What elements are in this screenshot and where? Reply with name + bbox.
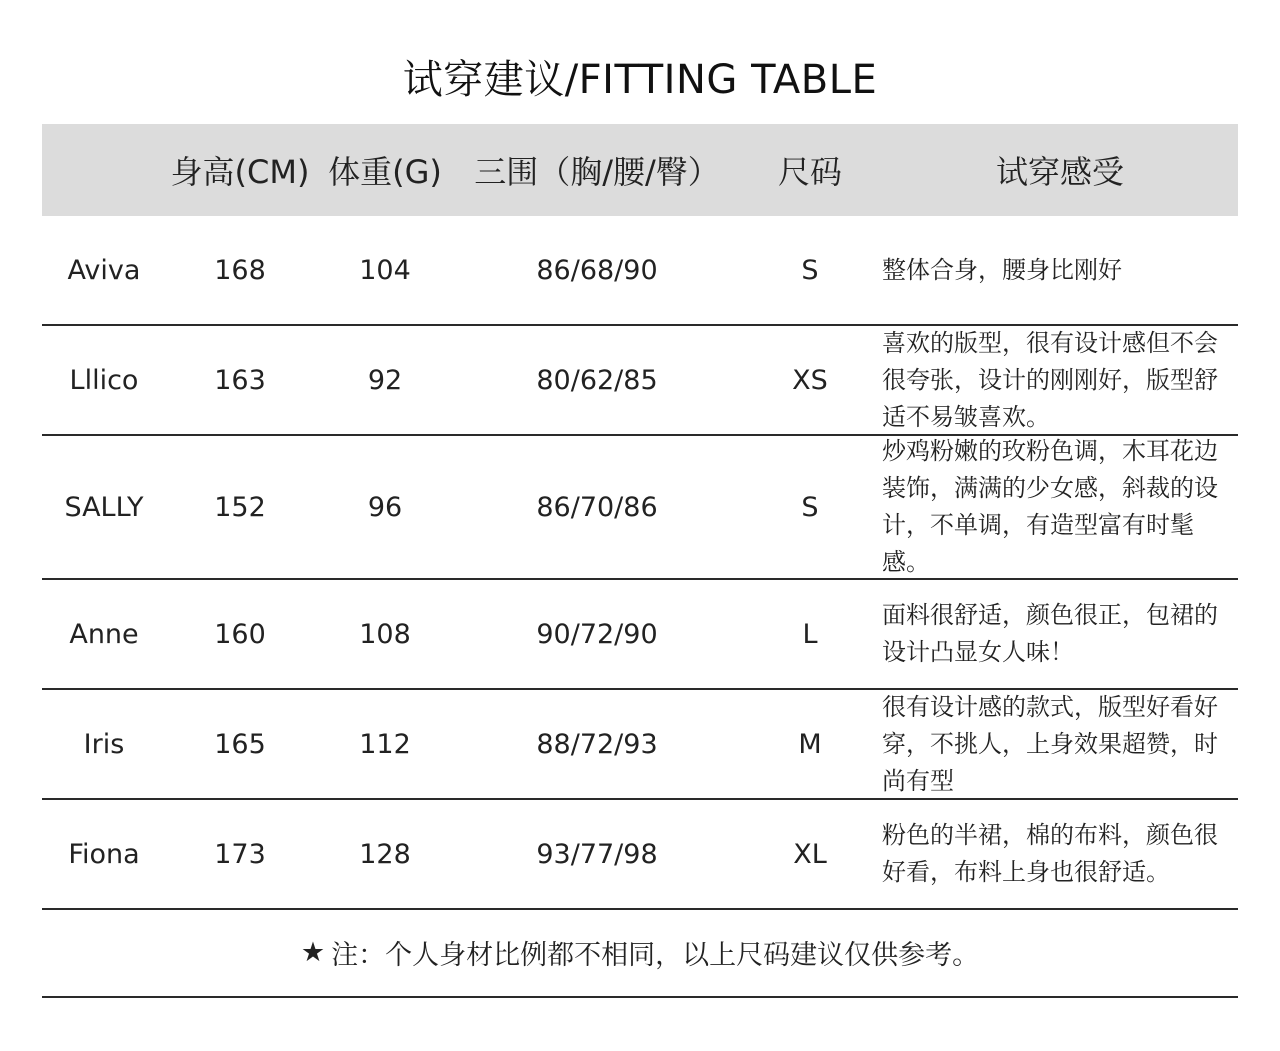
table-row (42, 436, 1238, 580)
fitting-table (42, 124, 1238, 910)
cell-weight: 104 (359, 254, 411, 286)
feeling-text: 炒鸡粉嫩的玫粉色调，木耳花边装饰，满满的少女感，斜裁的设计，不单调，有造型富有时髦感。 (882, 437, 1218, 576)
table-row (42, 690, 1238, 800)
cell-height: 165 (214, 728, 266, 760)
cell-measurements: 86/70/86 (536, 491, 658, 523)
cell-weight: 128 (359, 838, 411, 870)
header-size: 尺码 (777, 153, 842, 191)
cell-feeling (882, 252, 1238, 289)
page-title: 试穿建议/FITTING TABLE (402, 57, 878, 103)
header-measurements: 三围（胸/腰/臀） (474, 153, 720, 191)
cell-feeling (882, 689, 1238, 800)
cell-weight: 108 (359, 618, 411, 650)
star-icon: ★ (300, 936, 326, 968)
footer-note (42, 908, 1238, 998)
feeling-text: 很有设计感的款式，版型好看好穿，不挑人，上身效果超赞，时尚有型 (882, 692, 1218, 795)
table-row (42, 800, 1238, 910)
table-row (42, 580, 1238, 690)
cell-measurements: 90/72/90 (536, 618, 658, 650)
header-weight: 体重(G) (328, 153, 442, 191)
cell-name: Fiona (68, 838, 140, 870)
table-row (42, 326, 1238, 436)
cell-height: 152 (214, 491, 266, 523)
cell-feeling (882, 817, 1238, 891)
cell-size: L (802, 618, 818, 650)
cell-size: M (798, 728, 822, 760)
cell-feeling (882, 597, 1238, 671)
feeling-text: 整体合身，腰身比刚好 (882, 255, 1122, 284)
cell-feeling (882, 325, 1238, 436)
cell-size: XL (793, 838, 827, 870)
cell-weight: 96 (367, 491, 403, 523)
cell-weight: 112 (359, 728, 411, 760)
cell-measurements: 88/72/93 (536, 728, 658, 760)
cell-size: S (801, 491, 819, 523)
feeling-text: 面料很舒适，颜色很正，包裙的设计凸显女人味！ (882, 601, 1218, 666)
cell-height: 160 (214, 618, 266, 650)
cell-name: Aviva (67, 254, 141, 286)
table-row (42, 216, 1238, 326)
cell-name: Lllico (69, 364, 139, 396)
cell-size: S (801, 254, 819, 286)
cell-measurements: 93/77/98 (536, 838, 658, 870)
header-height: 身高(CM) (170, 153, 310, 191)
cell-weight: 92 (367, 364, 403, 396)
feeling-text: 粉色的半裙，棉的布料，颜色很好看，布料上身也很舒适。 (882, 821, 1218, 886)
cell-feeling (882, 433, 1238, 581)
table-header (42, 124, 1238, 216)
note-text: 注：个人身材比例都不相同，以上尺码建议仅供参考。 (331, 939, 980, 971)
feeling-text: 喜欢的版型，很有设计感但不会很夸张，设计的刚刚好，版型舒适不易皱喜欢。 (882, 328, 1218, 431)
cell-name: Anne (69, 618, 139, 650)
cell-measurements: 80/62/85 (536, 364, 658, 396)
cell-height: 163 (214, 364, 266, 396)
header-feeling: 试穿感受 (995, 153, 1124, 191)
cell-size: XS (792, 364, 828, 396)
cell-height: 173 (214, 838, 266, 870)
cell-name: SALLY (64, 491, 144, 523)
cell-name: Iris (83, 728, 125, 760)
cell-measurements: 86/68/90 (536, 254, 658, 286)
cell-height: 168 (214, 254, 266, 286)
